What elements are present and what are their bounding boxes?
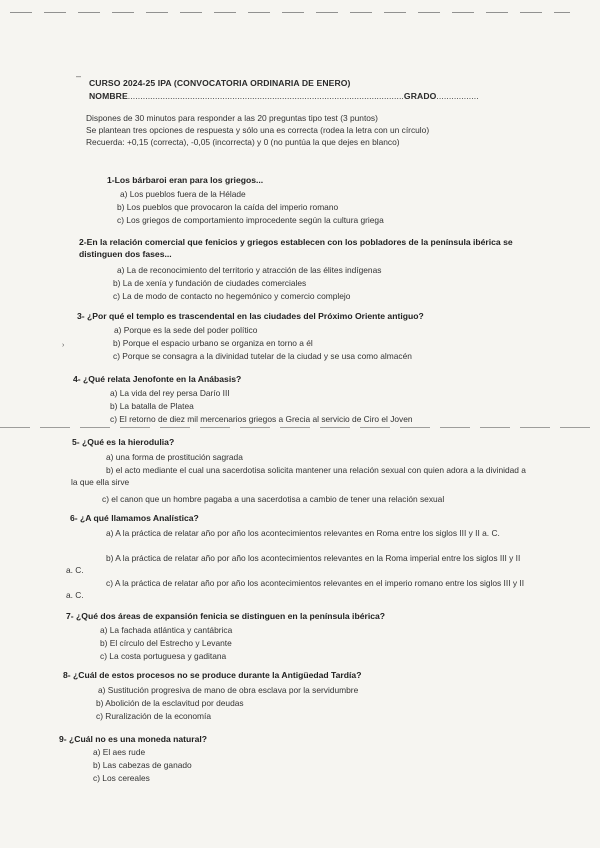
name-label: NOMBRE [89, 91, 128, 101]
q1-option-c[interactable]: c) Los griegos de comportamiento improcedente según la cultura griega [117, 215, 384, 225]
q6-option-a[interactable]: a) A la práctica de relatar año por año los acontecimientos relevantes en Roma entre los siglos III y II a. C. [106, 528, 500, 538]
instruction-line: Se plantean tres opciones de respuesta y sólo una es correcta (rodea la letra con un círculo) [86, 125, 430, 135]
q5-option-b[interactable]: b) el acto mediante el cual una sacerdotisa solicita mantener una relación sexual con quien adora a la divinidad a la que ella sirve [71, 465, 526, 487]
question-4: 4- ¿Qué relata Jenofonte en la Anábasis? [73, 374, 242, 384]
question-9: 9- ¿Cuál no es una moneda natural? [59, 734, 208, 744]
q8-option-b[interactable]: b) Abolición de la esclavitud por deudas [96, 698, 244, 708]
q2-option-b[interactable]: b) La de xenía y fundación de ciudades comerciales [113, 278, 307, 288]
name-line [89, 91, 479, 101]
q1-option-b[interactable]: b) Los pueblos que provocaron la caída del imperio romano [117, 202, 339, 212]
question-5: 5- ¿Qué es la hierodulia? [72, 437, 175, 447]
question-1: 1-Los bárbaroi eran para los griegos... [107, 175, 264, 185]
q7-option-c[interactable]: c) La costa portuguesa y gaditana [100, 651, 227, 661]
course-title: CURSO 2024-25 IPA (CONVOCATORIA ORDINARIA DE ENERO) [89, 78, 351, 88]
q6-option-c[interactable]: c) A la práctica de relatar año por año los acontecimientos relevantes en el imperio romano entre los siglos III y II a. C. [66, 578, 525, 600]
q1-option-a[interactable]: a) Los pueblos fuera de la Hélade [120, 189, 246, 199]
q3-option-c[interactable]: c) Porque se consagra a la divinidad tutelar de la ciudad y se usa como almacén [113, 351, 412, 361]
scan-artifact-line-top [10, 12, 570, 13]
margin-mark: – [76, 71, 82, 81]
q8-option-a[interactable]: a) Sustitución progresiva de mano de obra esclava por la servidumbre [98, 685, 359, 695]
q4-option-c[interactable]: c) El retorno de diez mil mercenarios griegos a Grecia al servicio de Ciro el Joven [110, 414, 413, 424]
question-2: 2-En la relación comercial que fenicios y griegos establecen con los pobladores de la península ibérica se distinguen dos fases... [79, 237, 513, 259]
q4-option-a[interactable]: a) La vida del rey persa Darío III [110, 388, 230, 398]
q8-option-c[interactable]: c) Ruralización de la economía [96, 711, 211, 721]
q7-option-a[interactable]: a) La fachada atlántica y cantábrica [100, 625, 233, 635]
q2-option-a[interactable]: a) La de reconocimiento del territorio y atracción de las élites indígenas [117, 265, 382, 275]
q9-option-c[interactable]: c) Los cereales [93, 773, 150, 783]
scan-artifact-line-mid [0, 427, 600, 428]
question-3: 3- ¿Por qué el templo es trascendental en las ciudades del Próximo Oriente antiguo? [77, 311, 424, 321]
question-8: 8- ¿Cuál de estos procesos no se produce durante la Antigüedad Tardía? [63, 670, 362, 680]
question-6: 6- ¿A qué llamamos Analística? [70, 513, 199, 523]
question-7: 7- ¿Qué dos áreas de expansión fenicia se distinguen en la península ibérica? [66, 611, 386, 621]
instruction-line: Dispones de 30 minutos para responder a las 20 preguntas tipo test (3 puntos) [86, 113, 378, 123]
q9-option-b[interactable]: b) Las cabezas de ganado [93, 760, 192, 770]
q5-option-c[interactable]: c) el canon que un hombre pagaba a una sacerdotisa a cambio de tener una relación sexual [102, 494, 445, 504]
q2-option-c[interactable]: c) La de modo de contacto no hegemónico y comercio complejo [113, 291, 351, 301]
grade-field[interactable]: ................. [436, 91, 479, 101]
name-field[interactable]: ............................................................................................................... [127, 91, 404, 101]
grade-label: GRADO [403, 91, 437, 101]
margin-mark: › [62, 342, 65, 349]
q9-option-a[interactable]: a) El aes rude [93, 747, 146, 757]
q6-option-b[interactable]: b) A la práctica de relatar año por año los acontecimientos relevantes en la Roma imperial entre los siglos III y II a. C. [66, 553, 521, 575]
q3-option-a[interactable]: a) Porque es la sede del poder político [114, 325, 258, 335]
instruction-line: Recuerda: +0,15 (correcta), -0,05 (incorrecta) y 0 (no puntúa la que dejes en blanco) [86, 137, 400, 147]
q3-option-b[interactable]: b) Porque el espacio urbano se organiza en torno a él [113, 338, 313, 348]
q7-option-b[interactable]: b) El círculo del Estrecho y Levante [100, 638, 232, 648]
q5-option-a[interactable]: a) una forma de prostitución sagrada [106, 452, 243, 462]
q4-option-b[interactable]: b) La batalla de Platea [110, 401, 194, 411]
